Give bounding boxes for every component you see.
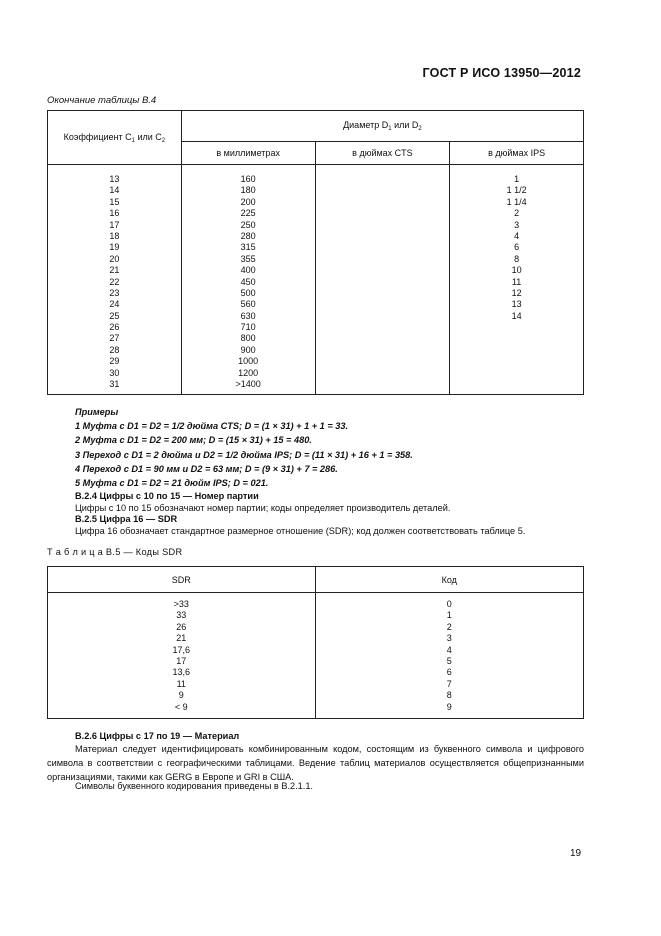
ips-cell: 13 xyxy=(511,299,522,310)
sdr-column xyxy=(48,593,316,719)
code-cell: 8 xyxy=(446,690,452,701)
mm-cell: 710 xyxy=(240,322,256,333)
coef-cell: 22 xyxy=(109,276,120,287)
sdr-cell: < 9 xyxy=(174,701,188,712)
example-line: 2 Муфта с D1 = D2 = 200 мм; D = (15 × 31) + 15 = 480. xyxy=(75,435,312,446)
ips-column xyxy=(450,165,584,395)
table-b4 xyxy=(47,110,584,395)
ips-cell: 1 xyxy=(514,174,520,184)
ips-cell: 12 xyxy=(511,287,522,298)
code-cell: 3 xyxy=(446,633,452,644)
diameter-header-cell: Диаметр $D_1$ или $D_2$ xyxy=(181,111,583,142)
mm-cell: 500 xyxy=(240,287,256,298)
col-header-ips: в дюймах IPS xyxy=(450,142,584,165)
sdr-cell: 26 xyxy=(176,621,187,632)
coef-cell: 18 xyxy=(109,230,120,241)
coef-cell: 13 xyxy=(109,174,120,184)
ips-cell: 8 xyxy=(514,253,520,264)
document-header: ГОСТ Р ИСО 13950—2012 xyxy=(422,66,581,80)
section-b25-text: Цифра 16 обозначает стандартное размерное отношение (SDR); код должен соответствовать таблице 5. xyxy=(75,526,526,536)
col-header-sdr: SDR xyxy=(48,567,316,593)
example-line: 4 Переход с D1 = 90 мм и D2 = 63 мм; D = (9 × 31) + 7 = 286. xyxy=(75,463,338,474)
examples-block xyxy=(75,405,413,490)
code-cell: 7 xyxy=(446,678,452,689)
coef-cell: 27 xyxy=(109,333,120,344)
section-b24-title: В.2.4 Цифры с 10 по 15 — Номер партии xyxy=(75,491,259,501)
coef-column xyxy=(48,165,182,395)
sdr-cell: 33 xyxy=(176,610,187,621)
table-b5 xyxy=(47,566,584,719)
col-header-cts: в дюймах CTS xyxy=(315,142,450,165)
coef-cell: 26 xyxy=(109,322,120,333)
section-b26-title: В.2.6 Цифры с 17 по 19 — Материал xyxy=(75,731,240,741)
section-b26-paragraph-2: Символы буквенного кодирования приведены в В.2.1.1. xyxy=(75,781,313,791)
coef-cell: 20 xyxy=(109,253,120,264)
mm-cell: 560 xyxy=(240,299,256,310)
mm-cell: 200 xyxy=(240,196,256,207)
section-b25-title: В.2.5 Цифра 16 — SDR xyxy=(75,514,178,524)
col-header-mm: в миллиметрах xyxy=(181,142,315,165)
cts-column xyxy=(315,165,450,395)
coef-cell: 23 xyxy=(109,287,120,298)
mm-cell: 355 xyxy=(240,253,256,264)
mm-cell: >1400 xyxy=(235,379,261,390)
code-cell: 5 xyxy=(446,655,452,666)
mm-cell: 280 xyxy=(240,230,256,241)
page-number: 19 xyxy=(570,848,582,859)
mm-cell: 1000 xyxy=(238,356,259,367)
example-line: 5 Муфта с D1 = D2 = 21 дюйм IPS; D = 021. xyxy=(75,478,269,489)
ips-cell: 1 1/2 xyxy=(506,185,527,196)
ips-cell: 11 xyxy=(511,276,522,287)
ips-cell: 2 xyxy=(514,208,520,219)
coef-cell: 31 xyxy=(109,379,120,390)
ips-cell: 6 xyxy=(514,242,520,253)
mm-cell: 1200 xyxy=(238,367,259,378)
sdr-cell: 17,6 xyxy=(172,644,191,655)
mm-column xyxy=(181,165,315,395)
col-header-code: Код xyxy=(315,567,584,593)
code-cell: 4 xyxy=(446,644,452,655)
sdr-cell: 11 xyxy=(176,678,186,689)
sdr-cell: 17 xyxy=(176,655,187,666)
examples-title: Примеры xyxy=(75,407,119,417)
coef-cell: 19 xyxy=(109,242,120,253)
code-cell: 1 xyxy=(446,610,452,621)
ips-cell: 3 xyxy=(514,219,520,230)
mm-cell: 225 xyxy=(240,208,256,219)
ips-cell: 10 xyxy=(511,265,522,276)
coef-cell: 16 xyxy=(109,208,120,219)
example-line: 1 Муфта с D1 = D2 = 1/2 дюйма CTS; D = (1 × 31) + 1 + 1 = 33. xyxy=(75,421,349,432)
ips-cell: 4 xyxy=(514,230,520,241)
section-b24-text: Цифры с 10 по 15 обозначают номер партии; коды определяет производитель деталей. xyxy=(75,503,451,513)
mm-cell: 160 xyxy=(240,174,256,184)
coef-cell: 21 xyxy=(109,265,120,276)
coef-cell: 15 xyxy=(109,196,120,207)
sdr-cell: 13,6 xyxy=(172,667,191,678)
mm-cell: 800 xyxy=(240,333,256,344)
coef-cell: 29 xyxy=(109,356,120,367)
mm-cell: 630 xyxy=(240,310,256,321)
code-column xyxy=(315,593,584,719)
ips-cell: 1 1/4 xyxy=(506,196,527,207)
coef-cell: 28 xyxy=(109,344,120,355)
table-b5-caption: Т а б л и ц а В.5 — Коды SDR xyxy=(47,547,183,557)
mm-cell: 400 xyxy=(240,265,256,276)
example-line: 3 Переход с D1 = 2 дюйма и D2 = 1/2 дюйма IPS; D = (11 × 31) + 16 + 1 = 358. xyxy=(75,449,413,460)
coef-header-cell: Коэффициент $C_1$ или $C_2$ xyxy=(48,111,182,165)
coef-cell: 30 xyxy=(109,367,120,378)
table-b4-caption: Окончание таблицы В.4 xyxy=(47,95,157,106)
code-cell: 6 xyxy=(446,667,452,678)
coef-cell: 24 xyxy=(109,299,120,310)
sdr-cell: >33 xyxy=(173,599,189,609)
ips-cell: 14 xyxy=(511,310,522,321)
mm-cell: 315 xyxy=(240,242,256,253)
mm-cell: 900 xyxy=(240,344,256,355)
mm-cell: 250 xyxy=(240,219,256,230)
code-cell: 2 xyxy=(446,621,452,632)
code-cell: 0 xyxy=(446,599,452,609)
coef-cell: 14 xyxy=(109,185,120,196)
coef-cell: 25 xyxy=(109,310,120,321)
coef-cell: 17 xyxy=(109,219,120,230)
mm-cell: 450 xyxy=(240,276,256,287)
mm-cell: 180 xyxy=(240,185,256,196)
sdr-cell: 9 xyxy=(178,690,184,701)
sdr-cell: 21 xyxy=(176,633,187,644)
section-b26-paragraph-1: Материал следует идентифицировать комбинированным кодом, состоящим из буквенного символа и цифрового символа в соответствии с географическими таблицами. Ведение таблиц материалов осуществляется общепризнанными организациями, такими как GERG в Европе и GRI в США. xyxy=(47,744,584,782)
code-cell: 9 xyxy=(446,701,452,712)
